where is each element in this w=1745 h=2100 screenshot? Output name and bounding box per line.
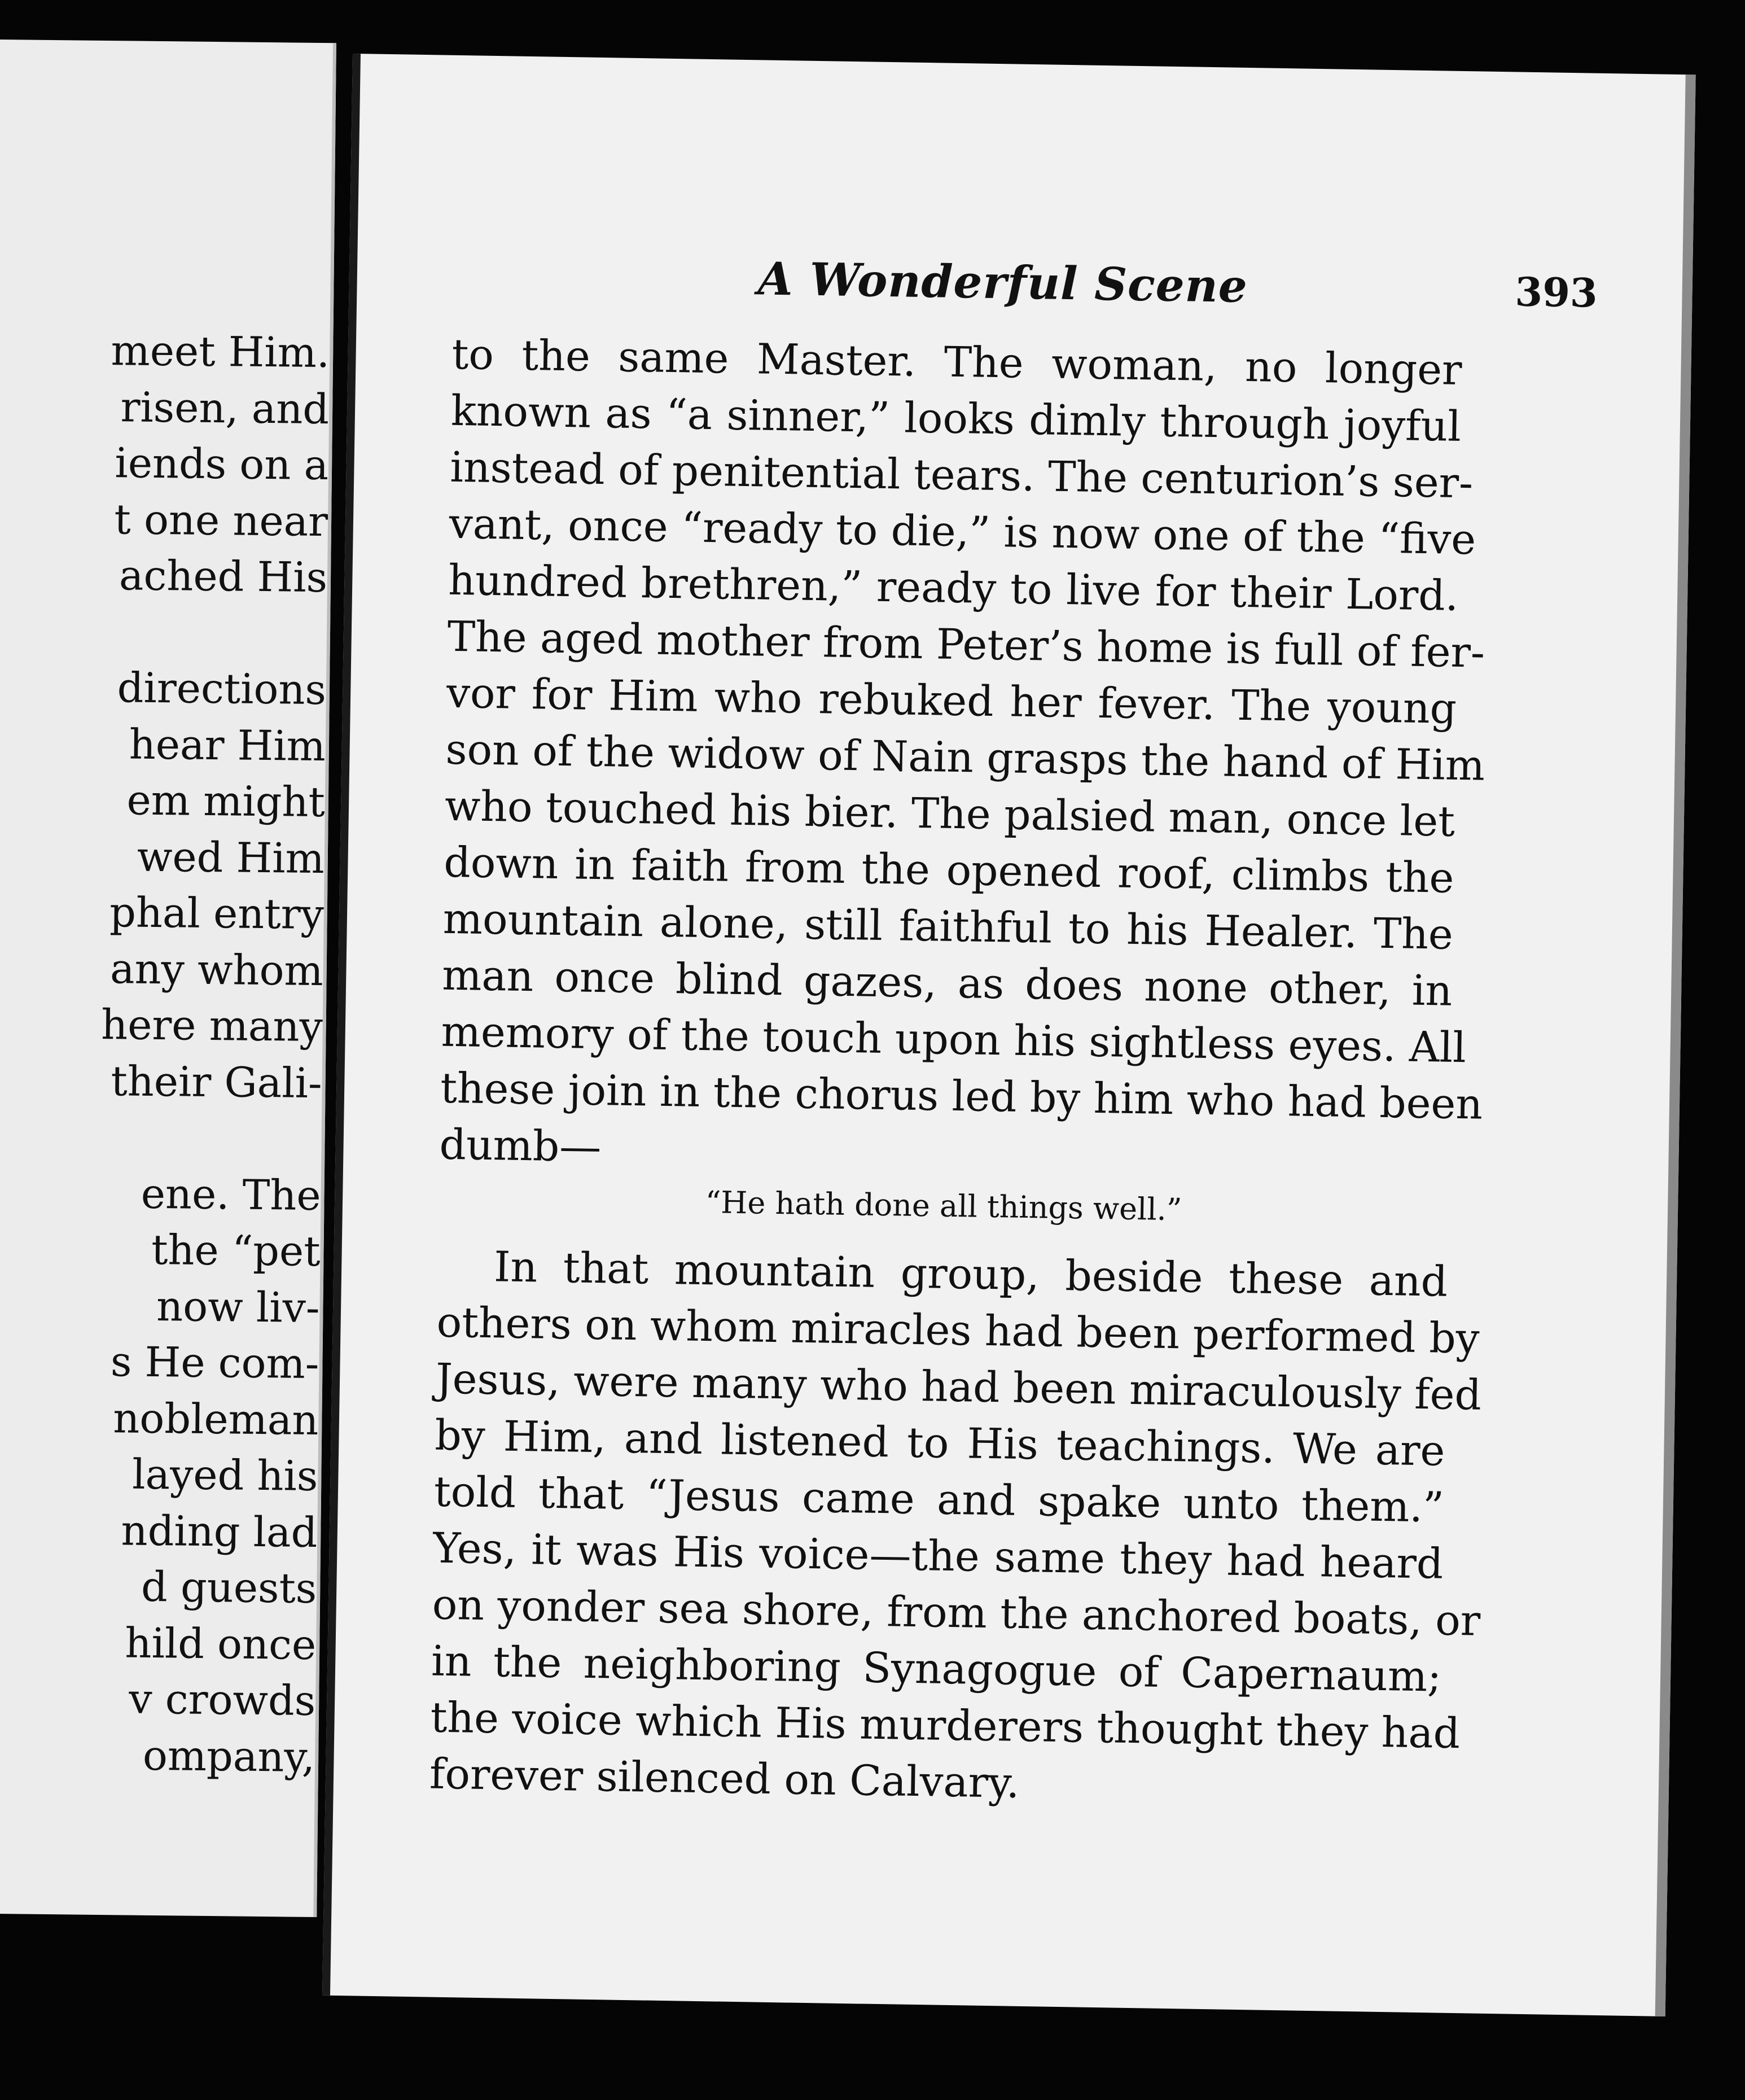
text-line: these join in the chorus led by him who had been xyxy=(440,1064,1483,1129)
text-line: by Him, and listened to His teachings. We are xyxy=(434,1411,1446,1476)
text-line: Jesus, were many who had been miraculously fed xyxy=(435,1354,1482,1420)
text-line: told that “Jesus came and spake unto them.” xyxy=(433,1467,1445,1532)
left-line: directions xyxy=(117,664,327,715)
left-line: ene. The xyxy=(141,1170,322,1220)
text-line: down in faith from the opened roof, climbs the xyxy=(443,838,1454,903)
left-line: s He com- xyxy=(110,1338,319,1389)
text-line: dumb— xyxy=(439,1120,602,1172)
left-line: hild once xyxy=(125,1618,317,1669)
left-line: the “pet xyxy=(151,1226,321,1276)
paragraph-2 xyxy=(429,1238,1482,1818)
left-line: now liv- xyxy=(156,1282,320,1332)
text-line: In that mountain group, beside these and xyxy=(493,1243,1448,1306)
text-line: in the neighboring Synagogue of Capernaum; xyxy=(431,1637,1442,1701)
text-line: to the same Master. The woman, no longer xyxy=(451,330,1463,395)
text-line: memory of the touch upon his sightless eyes. All xyxy=(441,1007,1467,1073)
text-line: vant, once “ready to die,” is now one of the “five xyxy=(449,499,1476,565)
text-line: vor for Him who rebuked her fever. The young xyxy=(446,668,1457,733)
text-line: man once blind gazes, as does none other, in xyxy=(441,951,1453,1016)
text-line: mountain alone, still faithful to his Healer. The xyxy=(442,894,1454,959)
left-line: ompany, xyxy=(142,1731,315,1782)
left-line: nobleman xyxy=(112,1394,319,1445)
left-page xyxy=(0,40,336,1917)
left-line: wed Him xyxy=(137,833,325,883)
block-quote: “He hath done all things well.” xyxy=(705,1184,1182,1228)
page-number: 393 xyxy=(1514,268,1598,317)
text-line: instead of penitential tears. The centurion’s ser- xyxy=(449,443,1474,508)
left-line: d guests xyxy=(141,1563,317,1613)
left-line: phal entry xyxy=(109,889,325,939)
text-line: forever silenced on Calvary. xyxy=(429,1749,1020,1808)
left-line: risen, and xyxy=(120,383,330,434)
text-line: hundred brethren,” ready to live for their Lord. xyxy=(448,555,1459,620)
left-page-text xyxy=(0,322,330,1786)
text-line: known as “a sinner,” looks dimly through joyful xyxy=(450,386,1462,451)
left-line: t one near xyxy=(114,495,328,546)
text-line: others on whom miracles had been performed by xyxy=(436,1298,1480,1363)
text-line: the voice which His murderers thought they had xyxy=(430,1693,1461,1758)
text-line: Yes, it was His voice—the same they had heard xyxy=(432,1524,1444,1589)
left-line: ached His xyxy=(119,552,328,602)
left-line: layed his xyxy=(131,1450,318,1501)
running-head: A Wonderful Scene xyxy=(757,252,1248,313)
body-text xyxy=(429,326,1485,1818)
left-line: hear Him xyxy=(129,720,326,771)
right-page xyxy=(322,54,1696,2016)
left-line: any whom xyxy=(109,944,324,995)
text-line: who touched his bier. The palsied man, once let xyxy=(444,781,1455,846)
left-line: v crowds xyxy=(128,1675,316,1726)
text-line: son of the widow of Nain grasps the hand of Him xyxy=(445,725,1485,790)
paragraph-1 xyxy=(439,326,1485,1189)
text-line: on yonder sea shore, from the anchored boats, or xyxy=(432,1580,1481,1646)
left-line: their Gali- xyxy=(111,1057,323,1108)
left-line: nding lad xyxy=(121,1506,318,1557)
text-line: The aged mother from Peter’s home is full of fer- xyxy=(447,612,1485,677)
left-line: em might xyxy=(126,776,326,827)
left-line: here many xyxy=(100,1000,323,1052)
left-line-gap xyxy=(0,1108,336,1169)
left-line: iends on a xyxy=(115,439,329,490)
left-line: meet Him. xyxy=(111,327,330,378)
left-line-gap xyxy=(0,602,336,663)
